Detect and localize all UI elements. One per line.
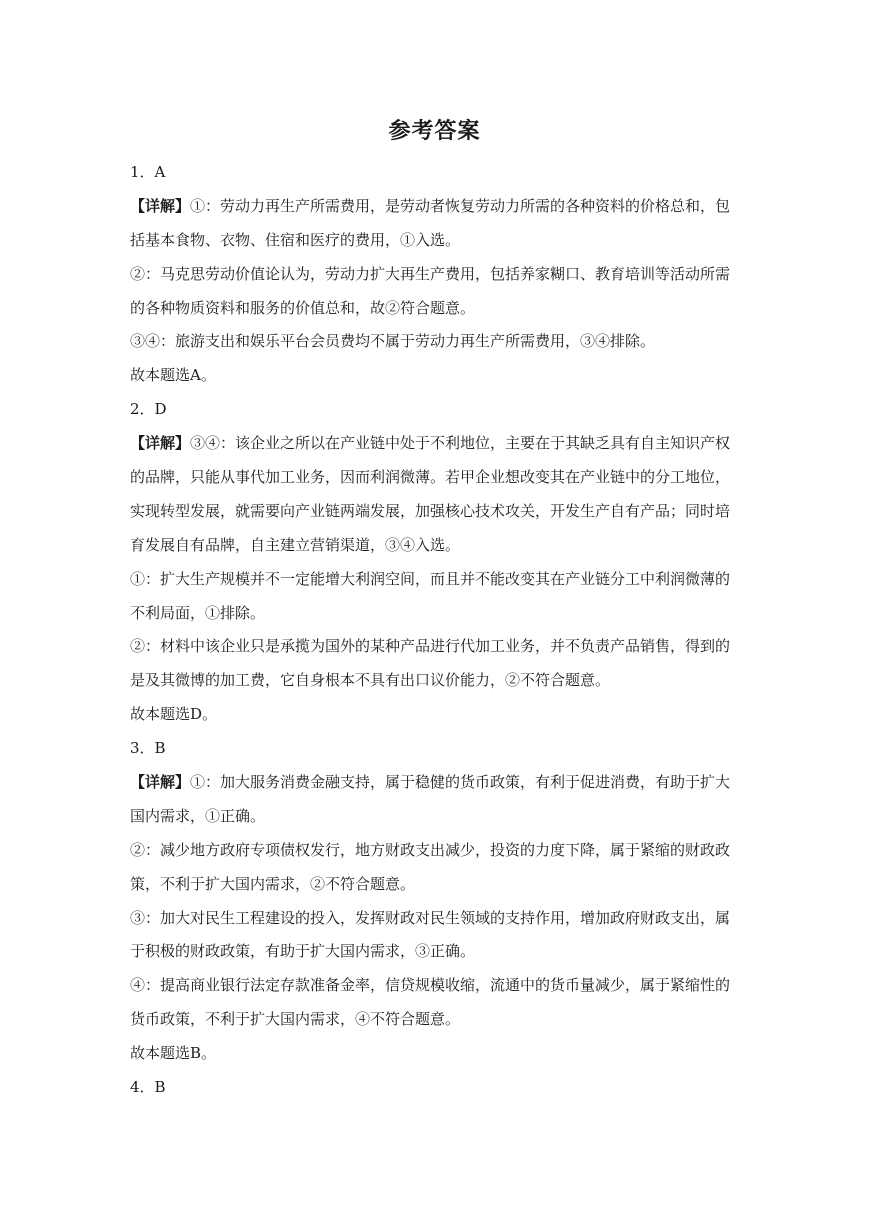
explanation-line [130,224,742,258]
explanation-text: 国内需求，①正确。 [130,806,266,825]
explanation-line [130,325,742,359]
page-title: 参考答案 [388,119,481,144]
explanation-text: ③：加大对民生工程建设的投入，发挥财政对民生领域的支持作用，增加政府财政支出，属 [130,908,731,927]
explanation-text: 括基本食物、衣物、住宿和医疗的费用，①入选。 [130,230,461,249]
explanation-text: 故本题选B。 [130,1044,217,1063]
explanation-text: ③④：旅游支出和娱乐平台会员费均不属于劳动力再生产所需费用，③④排除。 [130,332,656,351]
answer-key: 3．B [130,739,166,758]
explanation-line [130,800,742,834]
answer-key: 2．D [130,400,167,419]
explanation-tag: 【详解】 [130,196,191,215]
explanation-line [130,461,742,495]
explanation-tag: 【详解】 [130,434,191,453]
explanation-text: 于积极的财政政策，有助于扩大国内需求，③正确。 [130,942,476,961]
explanation-line [130,258,742,292]
answer-key: 1．A [130,163,166,181]
explanation-text: ②：减少地方政府专项债权发行，地方财政支出减少，投资的力度下降，属于紧缩的财政政 [130,840,731,859]
explanation-text: 的各种物质资料和服务的价值总和，故②符合题意。 [130,298,476,317]
explanation-line [130,902,742,936]
explanation-line [130,664,742,698]
explanation-line [130,935,742,969]
explanation-line [130,1037,742,1071]
explanation-text: ④：提高商业银行法定存款准备金率，信贷规模收缩，流通中的货币量减少，属于紧缩性的 [130,976,731,995]
question-number [130,156,742,190]
question-number [130,1071,742,1105]
explanation-line [130,427,742,461]
explanation-line [130,969,742,1003]
explanation-line [130,292,742,326]
answer-content [130,156,742,1105]
explanation-line [130,597,742,631]
explanation-text: 育发展自有品牌，自主建立营销渠道，③④入选。 [130,535,461,554]
explanation-text: ③④：该企业之所以在产业链中处于不利地位，主要在于其缺乏具有自主知识产权 [190,434,731,453]
explanation-text: ①：劳动力再生产所需费用，是劳动者恢复劳动力所需的各种资料的价格总和，包 [190,196,731,215]
answer-key: 4．B [130,1078,166,1097]
explanation-text: 的品牌，只能从事代加工业务，因而利润微薄。若甲企业想改变其在产业链中的分工地位， [130,468,731,487]
explanation-text: 故本题选D。 [130,705,218,724]
explanation-text: 不利局面，①排除。 [130,603,266,622]
explanation-text: ②：材料中该企业只是承揽为国外的某种产品进行代加工业务，并不负责产品销售，得到的 [130,637,731,656]
explanation-tag: 【详解】 [130,773,191,792]
explanation-line [130,563,742,597]
explanation-text: 故本题选A。 [130,366,216,385]
explanation-text: ①：扩大生产规模并不一定能增大利润空间，而且并不能改变其在产业链分工中利润微薄的 [130,569,731,588]
explanation-text: 策，不利于扩大国内需求，②不符合题意。 [130,874,416,893]
explanation-line [130,529,742,563]
explanation-line [130,190,742,224]
explanation-line [130,766,742,800]
explanation-line [130,359,742,393]
explanation-line [130,698,742,732]
question-number [130,732,742,766]
explanation-line [130,1003,742,1037]
explanation-line [130,868,742,902]
explanation-text: ②：马克思劳动价值论认为，劳动力扩大再生产费用，包括养家糊口、教育培训等活动所需 [130,264,731,283]
explanation-line [130,495,742,529]
question-number [130,393,742,427]
explanation-line [130,834,742,868]
explanation-text: 实现转型发展，就需要向产业链两端发展，加强核心技术攻关，开发生产自有产品；同时培 [130,501,731,520]
explanation-text: 是及其微博的加工费，它自身根本不具有出口议价能力，②不符合题意。 [130,671,611,690]
explanation-text: 货币政策，不利于扩大国内需求，④不符合题意。 [130,1010,461,1029]
explanation-text: ①：加大服务消费金融支持，属于稳健的货币政策，有利于促进消费，有助于扩大 [190,773,731,792]
explanation-line [130,630,742,664]
